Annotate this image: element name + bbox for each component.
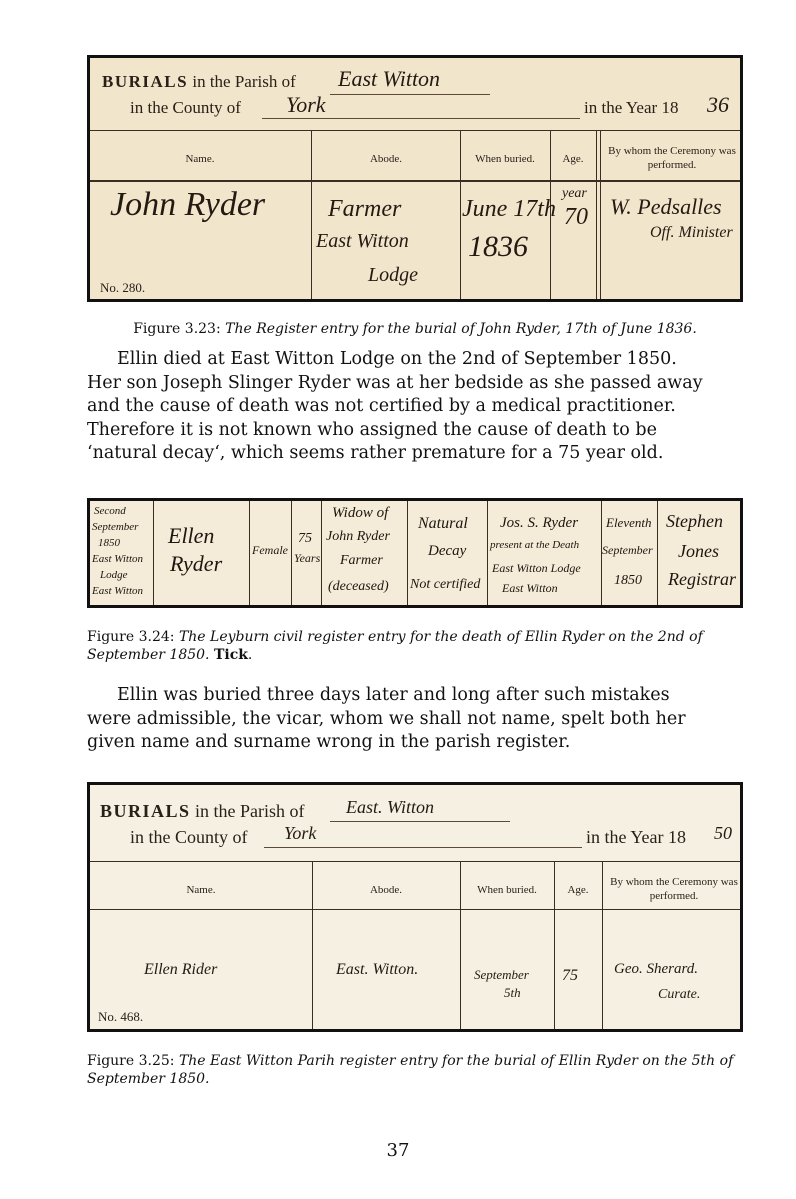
col-age: Age.	[562, 153, 584, 165]
figure-3-24-civil-register-image	[87, 498, 743, 608]
paragraph-ellin-death: Ellin died at East Witton Lodge on the 2nd of September 1850. Her son Joseph Slinger Ryder was at her bedside as she passed away and the cause of death was not certified by a medical practitioner. Therefore it is not known who assigned the cause of death to be ‘natural decay‘, which seems rather premature for a 75 year old.	[87, 349, 703, 463]
civil-occupation: Widow of John Ryder Farmer (deceased)	[322, 501, 408, 605]
col-by-whom: By whom the Ceremony was performed.	[610, 876, 738, 902]
entry-by-whom-2: Curate.	[658, 987, 701, 1002]
col-name: Name.	[185, 153, 215, 165]
civil-cause: Natural Decay Not certified	[408, 501, 488, 605]
entry-abode-2: East Witton	[316, 230, 409, 252]
caption-figure-3-23: Figure 3.23: The Register entry for the burial of John Ryder, 17th of June 1836.	[133, 321, 697, 337]
caption-figure-3-24: Figure 3.24: The Leyburn civil register entry for the death of Ellin Ryder on the 2nd of September 1850. Tick.	[87, 629, 703, 663]
entry-by-whom-2: Off. Minister	[650, 224, 733, 241]
entry-abode-3: Lodge	[368, 264, 418, 286]
register-header-line2: in the County of	[130, 98, 241, 117]
entry-age: 70	[564, 204, 588, 230]
register-number: No. 468.	[98, 1009, 144, 1024]
col-when-buried: When buried.	[475, 153, 535, 165]
entry-when-2: 1836	[468, 230, 528, 263]
register-county: York	[284, 823, 317, 843]
register-year-label: in the Year 18	[586, 827, 686, 847]
civil-sex: Female	[250, 501, 292, 605]
register-year-suffix: 50	[714, 823, 732, 843]
civil-registered: Eleventh September 1850	[602, 501, 658, 605]
civil-age: 75 Years	[292, 501, 322, 605]
entry-when-1: June 17th	[462, 196, 556, 222]
civil-when-where: Second September 1850 East Witton Lodge East Witton	[90, 501, 154, 605]
register-year-label: in the Year 18	[584, 98, 679, 117]
paragraph-ellin-burial: Ellin was buried three days later and long after such mistakes were admissible, the vicar, whom we shall not name, spelt both her given name and surname wrong in the parish register.	[87, 685, 686, 752]
col-name: Name.	[186, 884, 216, 896]
page-number: 37	[386, 1140, 410, 1161]
register-parish: East. Witton	[346, 797, 435, 817]
register-header-line1: BURIALS in the Parish of	[100, 801, 305, 821]
entry-abode-1: Farmer	[328, 196, 402, 222]
col-age: Age.	[567, 884, 589, 896]
register-header-line1: BURIALS in the Parish of	[102, 72, 296, 91]
entry-when-2: 5th	[504, 985, 521, 1000]
figure-3-25-register-image	[87, 782, 743, 1032]
entry-by-whom-1: W. Pedsalles	[610, 194, 722, 219]
register-parish: East Witton	[338, 66, 441, 91]
col-by-whom: By whom the Ceremony was performed.	[608, 145, 736, 171]
col-abode: Abode.	[369, 153, 403, 165]
entry-name: Ellen Rider	[144, 961, 218, 978]
civil-registrar: Stephen Jones Registrar	[666, 511, 737, 589]
entry-name: John Ryder	[110, 186, 266, 223]
caption-figure-3-25: Figure 3.25: The East Witton Parih register entry for the burial of Ellin Ryder on the 5th of September 1850.	[87, 1053, 734, 1087]
entry-age-top: year	[562, 186, 587, 201]
register-header-line2: in the County of	[130, 827, 248, 847]
register-county: York	[286, 92, 326, 117]
civil-informant: Jos. S. Ryder present at the Death East Witton Lodge East Witton	[488, 501, 602, 605]
register-number: No. 280.	[100, 280, 146, 295]
figure-3-23-register-image	[87, 55, 743, 302]
entry-abode: East. Witton.	[336, 961, 419, 978]
register-year-suffix: 36	[707, 92, 729, 117]
civil-name: Ellen Ryder	[154, 501, 250, 605]
entry-age: 75	[562, 967, 578, 984]
entry-when-1: September	[474, 967, 529, 982]
entry-by-whom-1: Geo. Sherard.	[614, 961, 699, 977]
col-when-buried: When buried.	[477, 884, 537, 896]
col-abode: Abode.	[369, 884, 403, 896]
